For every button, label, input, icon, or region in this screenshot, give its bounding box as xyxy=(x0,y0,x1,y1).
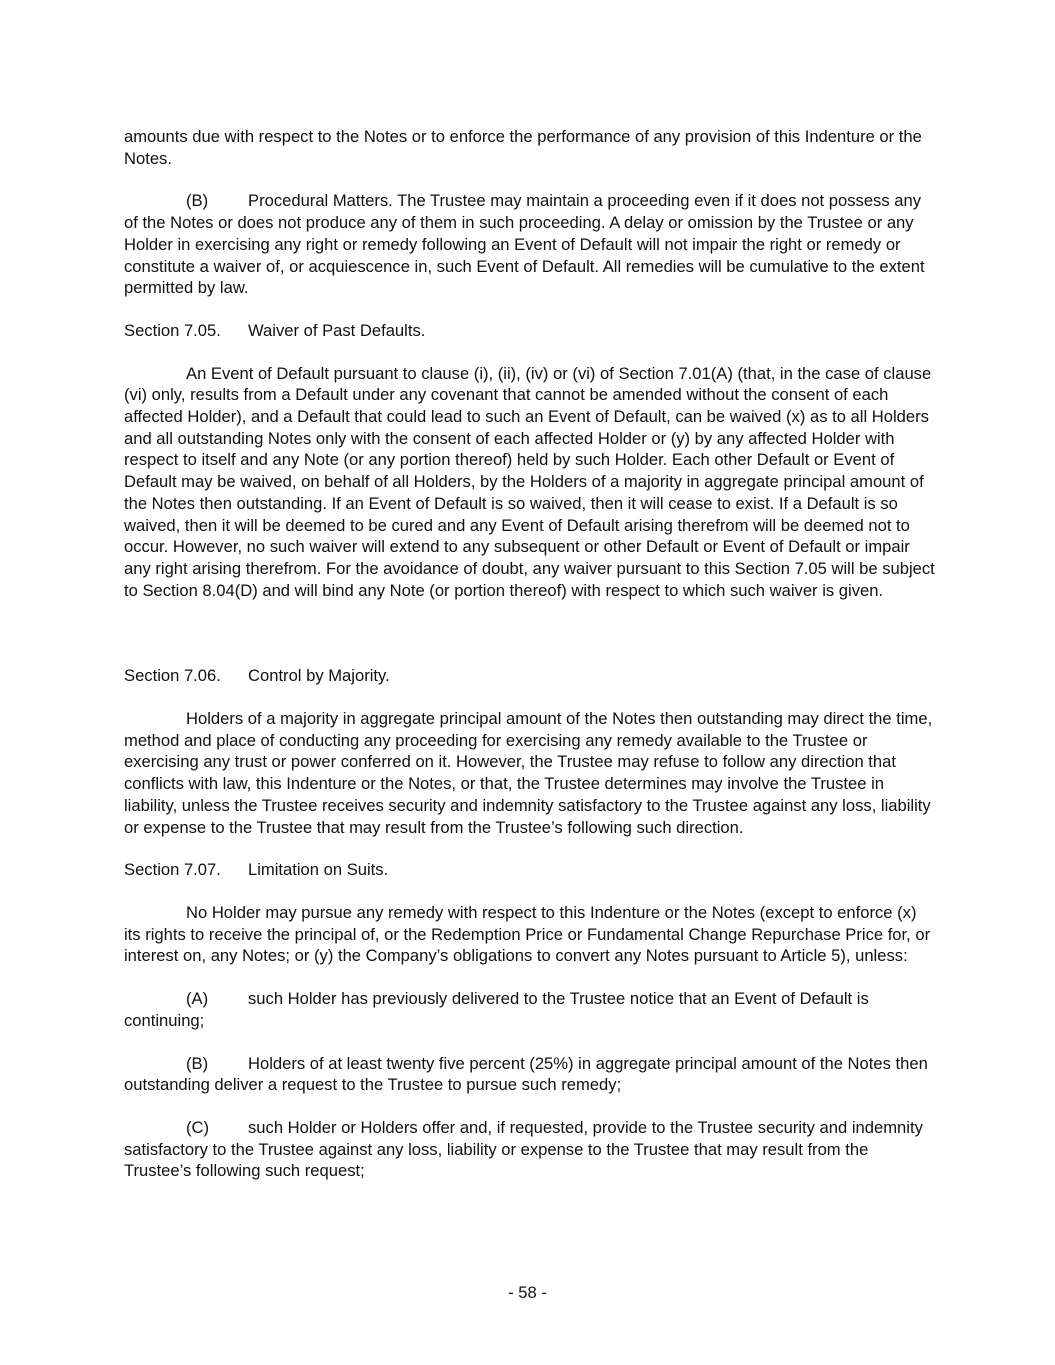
section-7-06-heading xyxy=(124,665,936,687)
condition-a-text: such Holder has previously delivered to the Trustee notice that an Event of Default is continuing; xyxy=(124,989,869,1030)
section-7-05-number: Section 7.05. xyxy=(124,320,221,340)
condition-c xyxy=(124,1117,936,1182)
section-gap xyxy=(124,622,936,665)
condition-a-label: (A) xyxy=(186,989,209,1009)
section-7-06-number: Section 7.06. xyxy=(124,666,221,686)
condition-c-label: (C) xyxy=(186,1117,210,1137)
section-7-05-body: An Event of Default pursuant to clause (i), (ii), (iv) or (vi) of Section 7.01(A) (that, in the case of clause (vi) only, results from a Default under any covenant that cannot be amended without the consent of each affected Holder), and a Default that could lead to such an Event of Default, can be waived (x) as to all Holders and all outstanding Notes only with the consent of each affected Holder or (y) by any affected Holder with respect to itself and any Note (or any portion thereof) held by such Holder. Each other Default or Event of Default may be waived, on behalf of all Holders, by the Holders of a majority in aggregate principal amount of the Notes then outstanding. If an Event of Default is so waived, then it will cease to exist. If a Default is so waived, then it will be deemed to be cured and any Event of Default arising therefrom will be deemed not to occur. However, no such waiver will extend to any subsequent or other Default or Event of Default or impair any right arising therefrom. For the avoidance of doubt, any waiver pursuant to this Section 7.05 will be subject to Section 8.04(D) and will bind any Note (or portion thereof) with respect to which such waiver is given. xyxy=(124,363,935,600)
section-7-07-number: Section 7.07. xyxy=(124,860,221,880)
page-number: - 58 - xyxy=(508,1283,547,1302)
section-7-06-body: Holders of a majority in aggregate principal amount of the Notes then outstanding may direct the time, method and place of conducting any proceeding for exercising any remedy available to the Trustee or exercising any trust or power conferred on it. However, the Trustee may refuse to follow any direction that conflicts with law, this Indenture or the Notes, or that, the Trustee determines may involve the Trustee in liability, unless the Trustee receives security and indemnity satisfactory to the Trustee against any loss, liability or expense to the Trustee that may result from the Trustee’s following such direction. xyxy=(124,709,933,837)
condition-b-text: Holders of at least twenty five percent (25%) in aggregate principal amount of the Notes then outstanding deliver a request to the Trustee to pursue such remedy; xyxy=(124,1053,928,1095)
section-7-05-title: Waiver of Past Defaults. xyxy=(248,320,426,340)
procedural-matters-text: Procedural Matters. The Trustee may maintain a proceeding even if it does not possess any of the Notes or does not produce any of them in such proceeding. A delay or omission by the Trustee or any Holder in exercising any right or remedy following an Event of Default will not impair the right or remedy or constitute a waiver of, or acquiescence in, such Event of Default. All remedies will be cumulative to the extent permitted by law. xyxy=(124,191,925,298)
condition-a xyxy=(124,988,936,1031)
section-7-07-heading xyxy=(124,859,936,881)
condition-b xyxy=(124,1053,936,1096)
procedural-matters-paragraph xyxy=(124,190,936,299)
condition-c-text: such Holder or Holders offer and, if requested, provide to the Trustee security and indemnity satisfactory to the Trustee against any loss, liability or expense to the Trustee that may result from the Trustee’s following such request; xyxy=(124,1117,923,1181)
section-7-06-title: Control by Majority. xyxy=(248,666,390,686)
document-page xyxy=(124,126,936,1203)
condition-b-label: (B) xyxy=(186,1053,209,1073)
clause-label-b: (B) xyxy=(186,191,209,211)
intro-paragraph: amounts due with respect to the Notes or to enforce the performance of any provision of this Indenture or the Notes. xyxy=(124,127,922,168)
section-7-05-heading xyxy=(124,320,936,342)
section-7-07-title: Limitation on Suits. xyxy=(248,860,389,880)
section-7-07-body: No Holder may pursue any remedy with respect to this Indenture or the Notes (except to enforce (x) its rights to receive the principal of, or the Redemption Price or Fundamental Change Repurchase Price for, or interest on, any Notes; or (y) the Company’s obligations to convert any Notes pursuant to Article 5), unless: xyxy=(124,902,931,966)
